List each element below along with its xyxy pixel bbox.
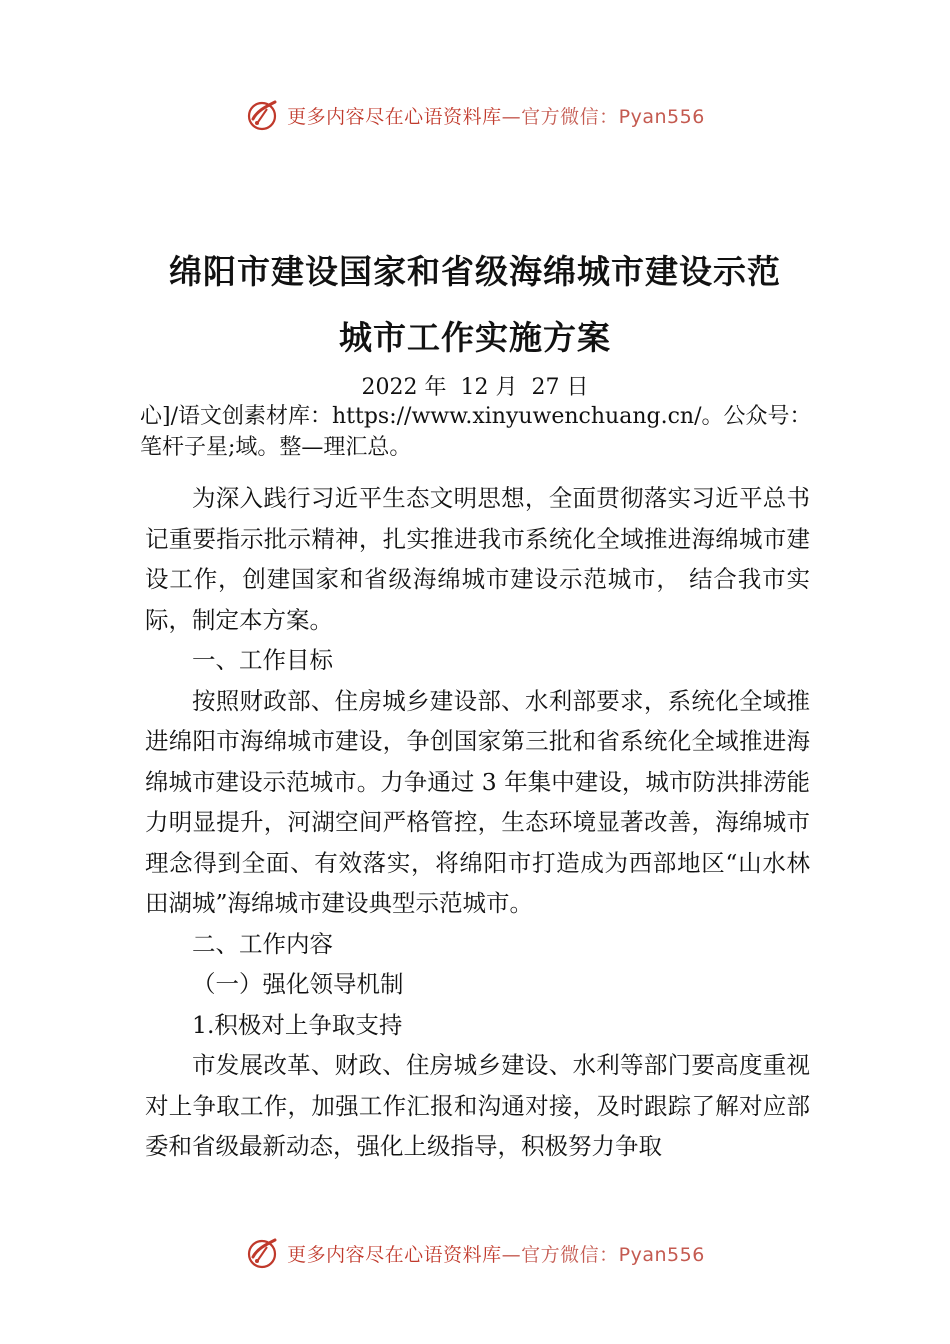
document-date: 2022 年 12 月 27 日 bbox=[361, 375, 589, 400]
section-heading-goal: 一、工作目标 bbox=[192, 646, 333, 674]
intro-paragraph: 为深入践行习近平生态文明思想，全面贯彻落实习近平总书记重要指示批示精神，扎实推进我市系统化全域推进海绵城市建设工作，创建国家和省级海绵城市建设示范城市， 结合我市实际，制定本方案。 bbox=[145, 484, 810, 634]
banner-brand: 更多内容尽在心语资料库 bbox=[287, 105, 502, 128]
pen-logo-icon bbox=[245, 1235, 281, 1271]
source-note: 心]/语文创素材库：https://www.xinyuwenchuang.cn/。公众号：笔杆子星;域。整—理汇总。 bbox=[140, 404, 812, 460]
banner-text bbox=[287, 102, 705, 129]
section-heading-content: 二、工作内容 bbox=[192, 929, 333, 958]
footer-banner bbox=[0, 1233, 950, 1273]
pen-logo-icon bbox=[245, 97, 281, 133]
document-title-line-1: 绵阳市建设国家和省级海绵城市建设示范 bbox=[169, 252, 781, 291]
header-banner bbox=[0, 95, 950, 135]
support-paragraph: 市发展改革、财政、住房城乡建设、水利等部门要高度重视对上争取工作，加强工作汇报和沟通对接，及时跟踪了解对应部委和省级最新动态，强化上级指导，积极努力争取 bbox=[145, 1051, 810, 1160]
banner-text bbox=[287, 1240, 705, 1267]
banner-wechat: —官方微信：Pyan556 bbox=[501, 1243, 705, 1266]
goal-paragraph: 按照财政部、住房城乡建设部、水利部要求，系统化全域推进绵阳市海绵城市建设，争创国家第三批和省系统化全域推进海绵城市建设示范城市。力争通过 3 年集中建设，城市防洪排涝能力明显提升，河湖空间严格管控，生态环境显著改善，海绵城市理念得到全面、有效落实，将绵阳市打造成为西部地区“山水林田湖城”海绵城市建设典型示范城市。 bbox=[145, 686, 810, 917]
banner-brand: 更多内容尽在心语资料库 bbox=[287, 1243, 502, 1266]
item-heading-support: 1.积极对上争取支持 bbox=[192, 1010, 403, 1039]
document-body bbox=[145, 478, 810, 1167]
document-title-line-2: 城市工作实施方案 bbox=[339, 318, 611, 357]
subsection-heading-leadership: （一）强化领导机制 bbox=[192, 970, 404, 998]
banner-wechat: —官方微信：Pyan556 bbox=[501, 105, 705, 128]
